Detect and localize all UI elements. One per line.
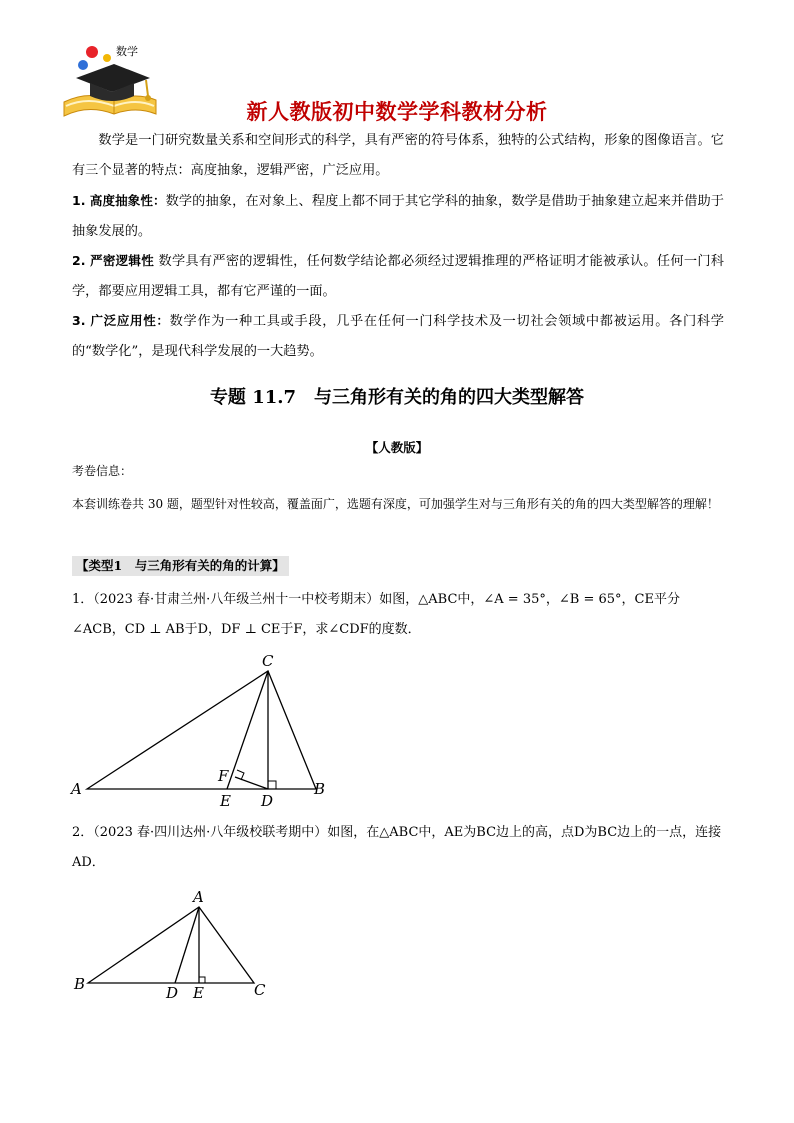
question-source: （2023 春·甘肃兰州·八年级兰州十一中校考期末） — [93, 592, 380, 607]
segment-ce — [227, 671, 268, 789]
feature-label: 3. 广泛应用性： — [72, 313, 170, 328]
label-e: E — [220, 792, 231, 810]
segment-ad — [175, 907, 199, 983]
feature-item — [72, 306, 724, 367]
question-text: 如图，△ABC中，∠A = 35°，∠B = 65°，CE平分∠ACB，CD ⊥ AB于D，DF ⊥ CE于F，求∠CDF的度数． — [72, 592, 680, 637]
question-number: 2． — [72, 825, 94, 840]
question-source: （2023 春·四川达州·八年级校联考期中） — [93, 825, 328, 840]
triangle-abc — [87, 671, 316, 789]
feature-text: 数学作为一种工具或手段，几乎在任何一门科学技术及一切社会领域中都被运用。各门科学的“数学化”，是现代科学发展的一大趋势。 — [72, 314, 724, 359]
logo-word: 数学 — [116, 45, 138, 58]
topic-title: 专题 11.7 与三角形有关的角的四大类型解答 — [209, 387, 585, 408]
label-f: F — [218, 767, 229, 785]
feature-text: 数学具有严密的逻辑性，任何数学结论都必须经过逻辑推理的严格证明才能被承认。任何一门科学，都要应用逻辑工具，都有它严谨的一面。 — [72, 254, 724, 299]
label-a: A — [193, 888, 204, 906]
question-1 — [72, 585, 724, 645]
figure-2-triangle — [68, 886, 278, 1006]
right-angle-mark-e — [199, 977, 205, 983]
question-number: 1． — [72, 592, 94, 607]
label-c: C — [254, 981, 266, 999]
intro-paragraph: 数学是一门研究数量关系和空间形式的科学，具有严密的符号体系，独特的公式结构，形象的图像语言。它有三个显著的特点：高度抽象，逻辑严密，广泛应用。 — [72, 133, 724, 178]
feature-label: 1. 高度抽象性： — [72, 193, 166, 208]
feature-label: 2. 严密逻辑性 — [72, 253, 154, 268]
label-e: E — [193, 984, 204, 1002]
page-title: 新人教版初中数学学科教材分析 — [246, 100, 548, 124]
exam-info-text: 本套训练卷共 30 题，题型针对性较高，覆盖面广，选题有深度，可加强学生对与三角形有关的角的四大类型解答的理解！ — [72, 497, 719, 511]
label-b: B — [74, 975, 86, 993]
figure-1-triangle — [66, 646, 338, 812]
label-c: C — [262, 652, 274, 670]
question-text: 如图，在△ABC中，AE为BC边上的高，点D为BC边上的一点，连接AD． — [72, 825, 722, 870]
type-header: 【类型1 与三角形有关的角的计算】 — [72, 556, 289, 576]
edition-label: 【人教版】 — [365, 440, 429, 455]
right-angle-mark-d — [268, 781, 276, 789]
label-d: D — [166, 984, 179, 1002]
exam-info-label: 考卷信息： — [72, 464, 133, 478]
label-b: B — [314, 780, 326, 798]
feature-item — [72, 186, 724, 247]
question-2 — [72, 818, 724, 878]
triangle-abc — [88, 907, 254, 983]
segment-df — [235, 777, 268, 789]
feature-item — [72, 246, 724, 307]
label-a: A — [71, 780, 82, 798]
label-d: D — [261, 792, 274, 810]
feature-text: 数学的抽象，在对象上、程度上都不同于其它学科的抽象，数学是借助于抽象建立起来并借助于抽象发展的。 — [72, 194, 724, 239]
